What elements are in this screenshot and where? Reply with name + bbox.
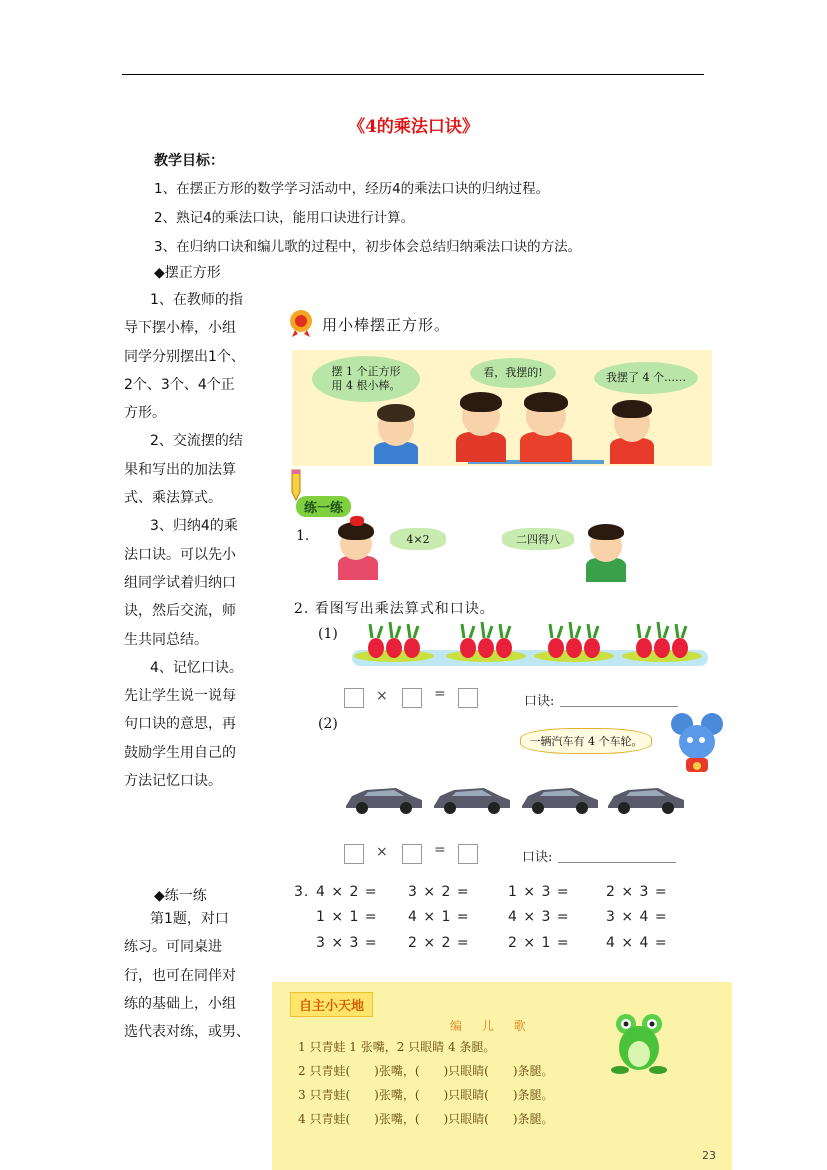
para-1 — [124, 286, 250, 427]
text-line: 练的基础上，小组 — [124, 995, 236, 1012]
text-line: 法口诀。可以先小 — [124, 546, 236, 563]
koujue-answer-line[interactable] — [558, 862, 676, 863]
car — [434, 788, 510, 814]
arith-item: 2 × 2 = — [408, 935, 470, 951]
equals-sign: = — [434, 686, 446, 702]
garden-title: 编 儿 歌 — [450, 1019, 534, 1033]
text-line: 式、乘法算式。 — [124, 490, 222, 507]
arith-item: 4 × 4 = — [606, 935, 668, 951]
text-line: 方法记忆口诀。 — [124, 773, 222, 790]
radish-plates-illustration — [354, 618, 706, 666]
q1-label: 1. — [296, 528, 310, 544]
answer-box[interactable] — [402, 688, 422, 708]
goal-2: 2、熟记4的乘法口诀，能用口诀进行计算。 — [154, 210, 415, 226]
car — [346, 788, 422, 814]
textbook-page — [272, 296, 732, 1170]
q3-label: 3. — [294, 884, 310, 900]
para-2 — [124, 427, 250, 512]
text-line: 选代表对练，或男、 — [124, 1024, 250, 1041]
mouse-mascot-icon — [668, 710, 726, 780]
arith-item: 4 × 1 = — [408, 909, 470, 925]
equals-sign: = — [434, 842, 446, 858]
text-line: 生共同总结。 — [124, 631, 208, 648]
plate — [446, 622, 526, 662]
text-line: 鼓励学生用自己的 — [124, 744, 236, 761]
text-line: 练习。可同桌进 — [124, 939, 222, 956]
text-line: 先让学生说一说每 — [124, 688, 236, 705]
garden-line: 3 只青蛙( )张嘴，( )只眼睛( )条腿。 — [298, 1088, 554, 1102]
para-4 — [124, 654, 250, 795]
koujue-answer-line[interactable] — [560, 706, 678, 707]
q2-sub2-label: (2) — [318, 716, 338, 732]
q2-sub1-label: (1) — [318, 626, 338, 642]
speech-bubble-2: 看，我摆的! — [470, 358, 556, 388]
section-heading-practice: ◆练一练 — [154, 888, 207, 904]
times-sign: × — [376, 844, 388, 860]
answer-box[interactable] — [458, 844, 478, 864]
text-line: 第1题，对口 — [150, 911, 229, 927]
arith-item: 2 × 3 = — [606, 884, 668, 900]
arith-item: 3 × 4 = — [606, 909, 668, 925]
answer-box[interactable] — [458, 688, 478, 708]
garden-line: 4 只青蛙( )张嘴，( )只眼睛( )条腿。 — [298, 1112, 554, 1126]
arith-item: 3 × 2 = — [408, 884, 470, 900]
koujue-label: 口诀: — [524, 694, 555, 709]
text-line: 4、记忆口诀。 — [150, 659, 243, 676]
answer-box[interactable] — [344, 844, 364, 864]
text-line: 果和写出的加法算 — [124, 461, 236, 478]
garden-line: 2 只青蛙( )张嘴，( )只眼睛( )条腿。 — [298, 1064, 554, 1078]
practice-badge: 练一练 — [296, 496, 351, 517]
koujue-label: 口诀: — [522, 850, 553, 865]
frog-icon — [610, 1012, 668, 1076]
text-line: 2个、3个、4个正 — [124, 376, 235, 393]
car-speech-bubble: 一辆汽车有 4 个车轮。 — [520, 728, 652, 754]
plate — [534, 622, 614, 662]
q1-bubble-left: 4×2 — [390, 528, 446, 550]
page-number: 23 — [702, 1149, 716, 1162]
text-line: 诀，然后交流，师 — [124, 603, 236, 620]
text-line: 组同学试着归纳口 — [124, 574, 236, 591]
section2-text — [124, 905, 250, 1046]
arith-item: 3 × 3 = — [316, 935, 378, 951]
garden-line: 1 只青蛙 1 张嘴，2 只眼睛 4 条腿。 — [298, 1040, 496, 1054]
times-sign: × — [376, 688, 388, 704]
goal-3: 3、在归纳口诀和编儿歌的过程中，初步体会总结归纳乘法口诀的方法。 — [154, 239, 582, 255]
text-line: 1、在教师的指 — [150, 292, 243, 308]
para-3 — [124, 512, 250, 653]
medal-icon — [286, 308, 316, 338]
text-line: 导下摆小棒，小组 — [124, 320, 236, 337]
text-line: 同学分别摆出1个、 — [124, 348, 245, 365]
header-rule — [122, 74, 704, 75]
arith-item: 4 × 2 = — [316, 884, 378, 900]
text-line: 方形。 — [124, 405, 166, 422]
goals-heading: 教学目标： — [154, 153, 224, 169]
car — [608, 788, 684, 814]
arith-item: 1 × 1 = — [316, 909, 378, 925]
text-line: 行，也可在同伴对 — [124, 967, 236, 984]
car — [522, 788, 598, 814]
answer-box[interactable] — [402, 844, 422, 864]
text-line: 3、归纳4的乘 — [150, 518, 238, 535]
section-heading-squares: ◆摆正方形 — [154, 265, 221, 281]
activity-title: 用小棒摆正方形。 — [322, 316, 451, 334]
cars-illustration — [342, 778, 722, 818]
arith-item: 2 × 1 = — [508, 935, 570, 951]
arith-item: 1 × 3 = — [508, 884, 570, 900]
text-line: 句口诀的意思，再 — [124, 716, 236, 733]
arith-item: 4 × 3 = — [508, 909, 570, 925]
q1-bubble-right: 二四得八 — [502, 528, 574, 550]
plate — [354, 622, 434, 662]
garden-section — [272, 982, 732, 1170]
answer-box[interactable] — [344, 688, 364, 708]
speech-bubble-1: 摆 1 个正方形 用 4 根小棒。 — [312, 356, 420, 402]
text-line: 2、交流摆的结 — [150, 433, 243, 450]
section1-text — [124, 286, 250, 795]
goal-1: 1、在摆正方形的数学学习活动中，经历4的乘法口诀的归纳过程。 — [154, 181, 550, 197]
plate — [622, 622, 702, 662]
garden-badge: 自主小天地 — [290, 992, 373, 1017]
page-title: 《4的乘法口诀》 — [348, 117, 479, 137]
speech-bubble-3: 我摆了 4 个…… — [594, 362, 698, 394]
q2-label: 2. 看图写出乘法算式和口诀。 — [294, 601, 495, 617]
